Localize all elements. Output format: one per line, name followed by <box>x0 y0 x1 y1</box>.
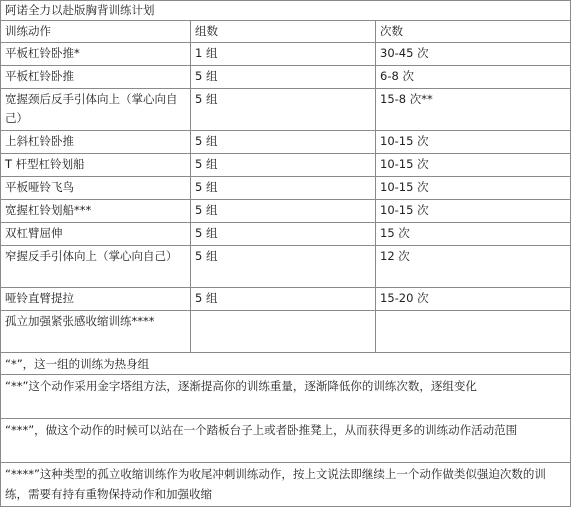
reps-cell: 10-15 次 <box>376 177 571 200</box>
reps-cell: 15-20 次 <box>376 288 571 311</box>
reps-cell <box>376 311 571 353</box>
exercise-cell: 双杠臂屈伸 <box>1 223 191 246</box>
table-row <box>1 66 571 89</box>
sets-cell: 5 组 <box>191 288 376 311</box>
exercise-cell: 窄握反手引体向上（掌心向自己） <box>1 246 191 288</box>
sets-cell: 5 组 <box>191 223 376 246</box>
reps-cell: 10-15 次 <box>376 154 571 177</box>
header-sets: 组数 <box>191 21 376 43</box>
reps-cell: 15 次 <box>376 223 571 246</box>
reps-cell: 10-15 次 <box>376 200 571 223</box>
reps-cell: 15-8 次** <box>376 89 571 131</box>
sets-cell: 5 组 <box>191 89 376 131</box>
header-reps: 次数 <box>376 21 571 43</box>
note-row <box>1 463 571 507</box>
exercise-cell: 宽握颈后反手引体向上（掌心向自己） <box>1 89 191 131</box>
note-row <box>1 375 571 419</box>
sets-cell: 5 组 <box>191 246 376 288</box>
exercise-cell: 哑铃直臂提拉 <box>1 288 191 311</box>
exercise-cell: 上斜杠铃卧推 <box>1 131 191 154</box>
footnote-pyramid: “**”这个动作采用金字塔组方法，逐渐提高你的训练重量，逐渐降低你的训练次数，逐组变化 <box>1 375 571 419</box>
reps-cell: 6-8 次 <box>376 66 571 89</box>
sets-cell: 5 组 <box>191 154 376 177</box>
table-row <box>1 311 571 353</box>
exercise-cell: 平板杠铃卧推* <box>1 43 191 66</box>
table-row <box>1 200 571 223</box>
sets-cell: 5 组 <box>191 177 376 200</box>
header-row <box>1 21 571 43</box>
reps-cell: 30-45 次 <box>376 43 571 66</box>
sets-cell: 5 组 <box>191 200 376 223</box>
footnote-isolation: “****”这种类型的孤立收缩训练作为收尾冲刺训练动作，按上文说法即继续上一个动作做类似强迫次数的训练，需要有持有重物保持动作和加强收缩 <box>1 463 571 507</box>
reps-cell: 12 次 <box>376 246 571 288</box>
exercise-cell: 宽握杠铃划船*** <box>1 200 191 223</box>
note-row <box>1 419 571 463</box>
sets-cell: 1 组 <box>191 43 376 66</box>
reps-cell: 10-15 次 <box>376 131 571 154</box>
table-row <box>1 246 571 288</box>
table-row <box>1 89 571 131</box>
footnote-warmup: “*”，这一组的训练为热身组 <box>1 353 571 375</box>
table-row <box>1 154 571 177</box>
exercise-cell: T 杆型杠铃划船 <box>1 154 191 177</box>
sets-cell: 5 组 <box>191 66 376 89</box>
header-exercise: 训练动作 <box>1 21 191 43</box>
title-row <box>1 1 571 21</box>
table-row <box>1 223 571 246</box>
exercise-cell: 平板哑铃飞鸟 <box>1 177 191 200</box>
plan-title: 阿诺全力以赴版胸背训练计划 <box>1 1 571 21</box>
exercise-cell: 孤立加强紧张感收缩训练**** <box>1 311 191 353</box>
note-row <box>1 353 571 375</box>
table-row <box>1 177 571 200</box>
table-row <box>1 131 571 154</box>
table-row <box>1 288 571 311</box>
sets-cell <box>191 311 376 353</box>
exercise-cell: 平板杠铃卧推 <box>1 66 191 89</box>
table-row <box>1 43 571 66</box>
sets-cell: 5 组 <box>191 131 376 154</box>
footnote-range-of-motion: “***”，做这个动作的时候可以站在一个踏板台子上或者卧推凳上，从而获得更多的训练动作活动范围 <box>1 419 571 463</box>
